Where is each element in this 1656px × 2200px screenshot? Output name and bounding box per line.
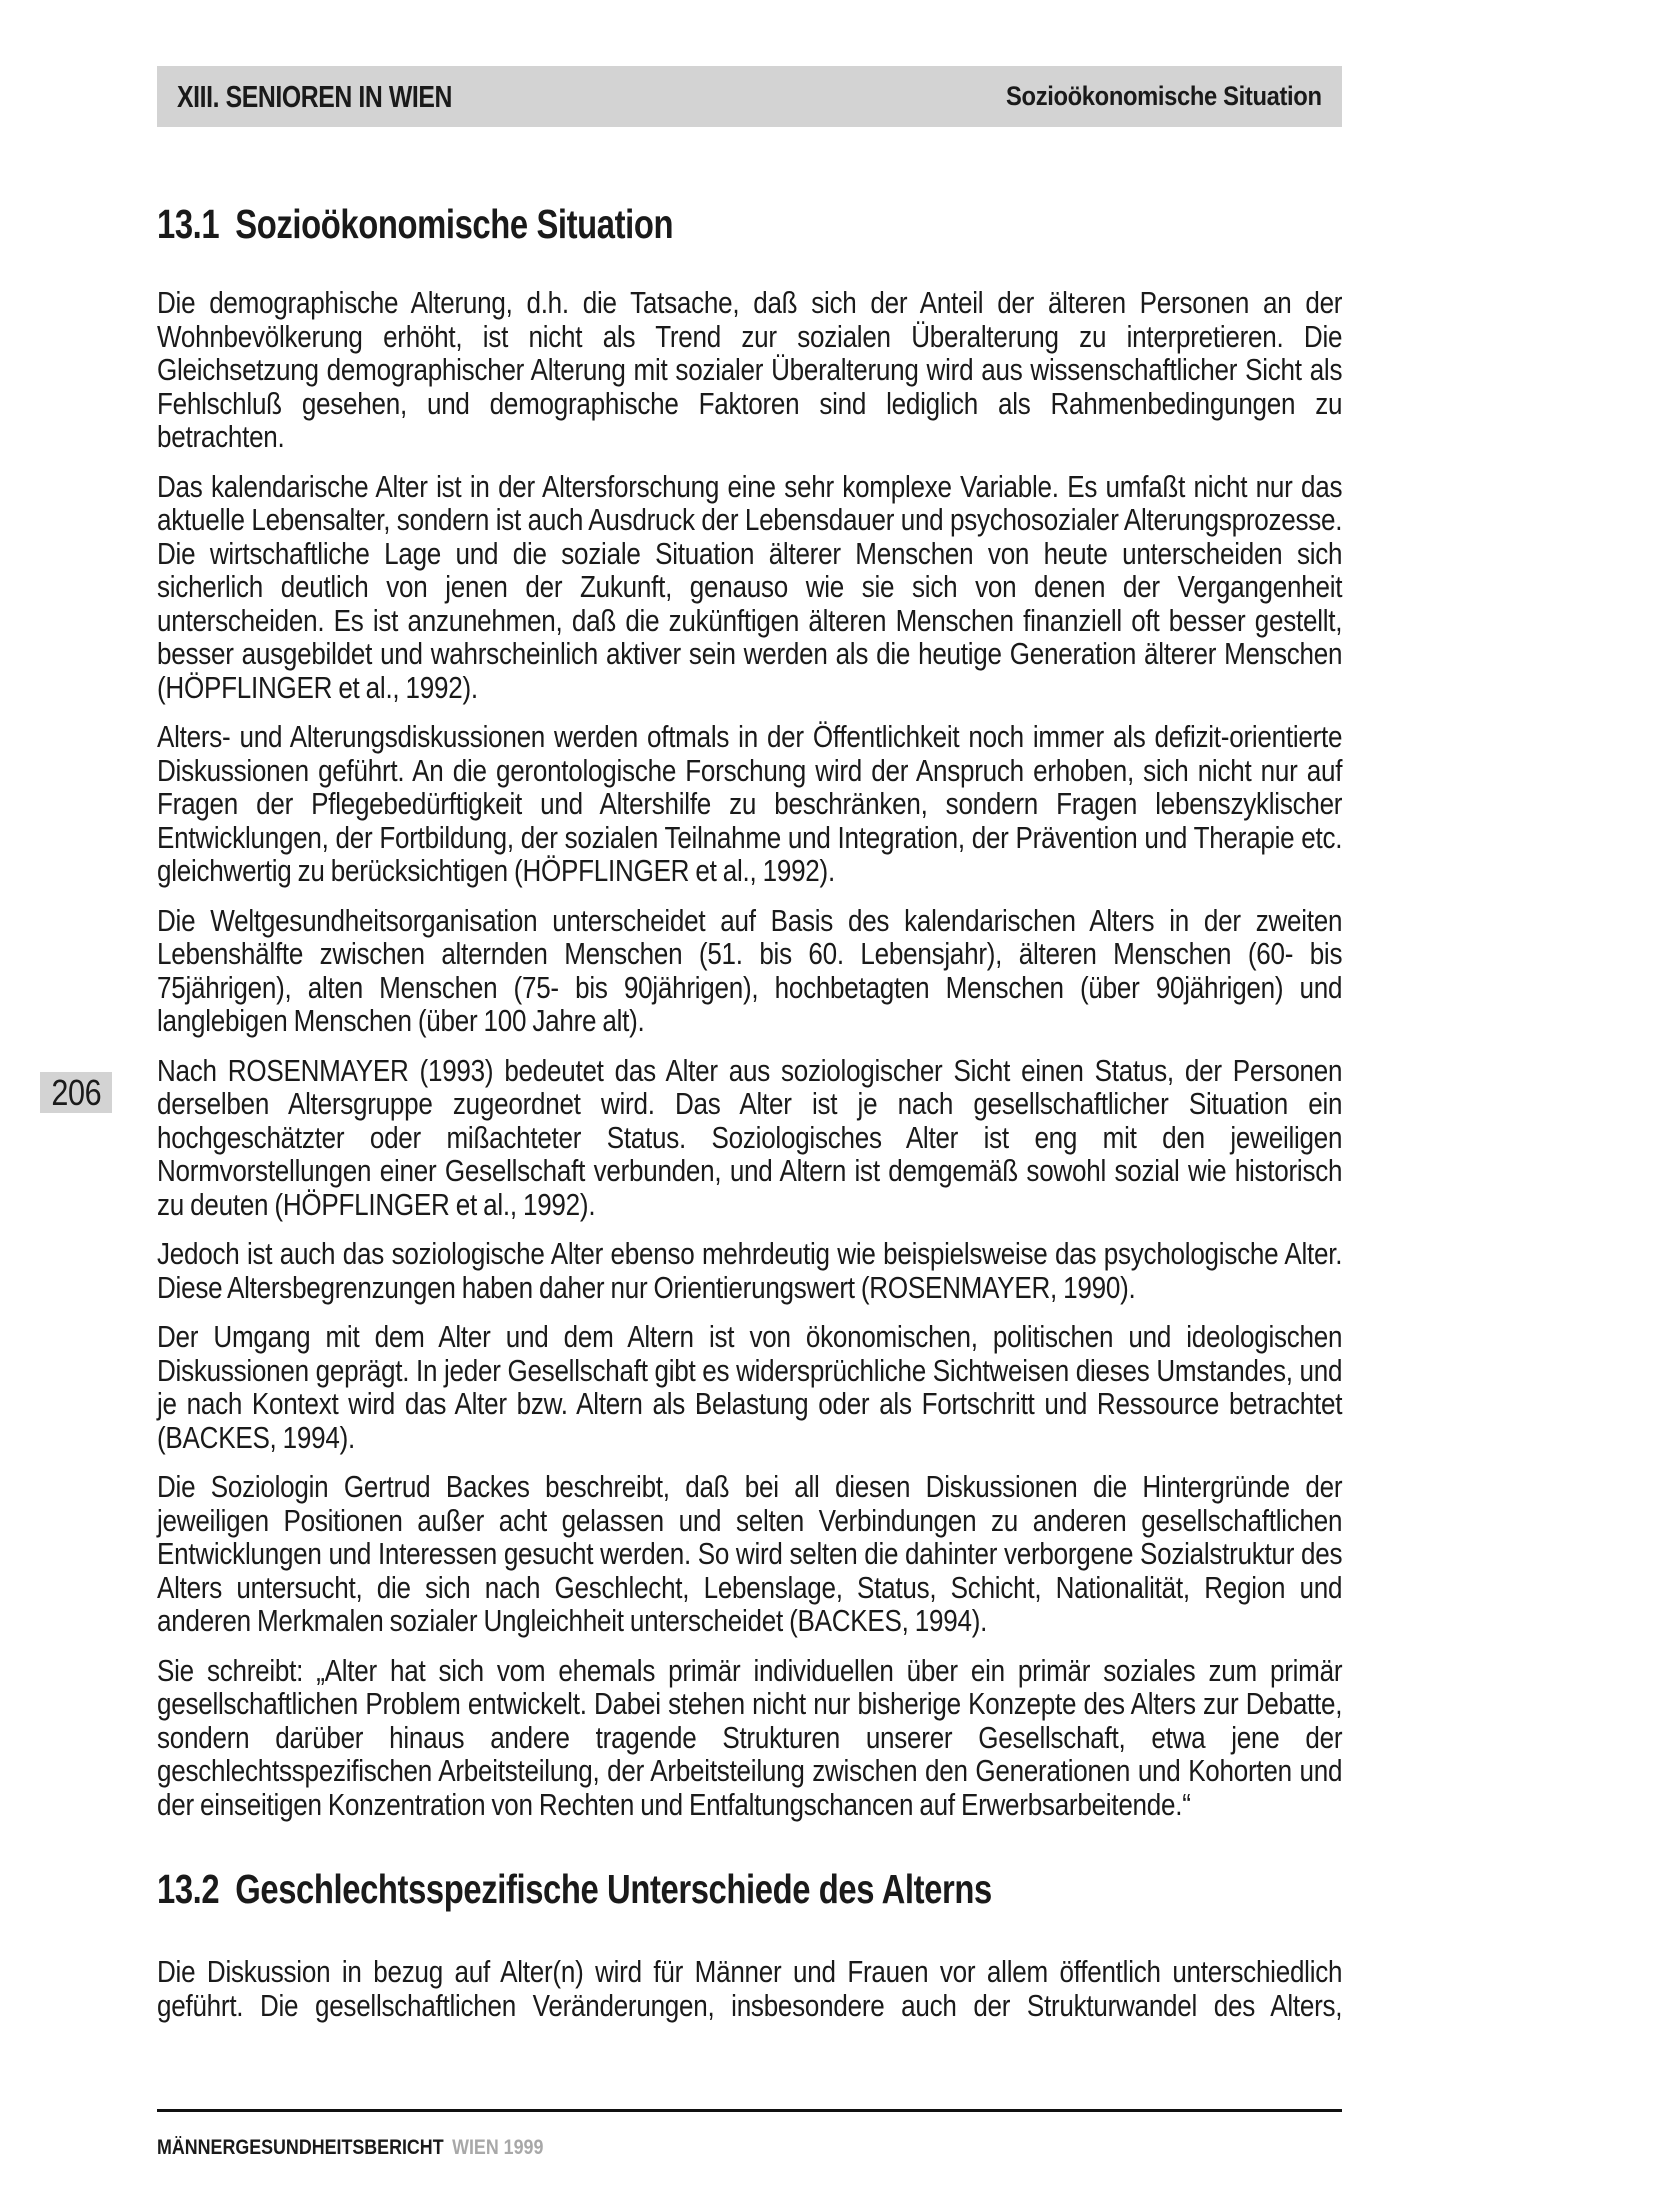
section-title: Sozioökonomische Situation <box>235 201 674 247</box>
paragraph: Der Umgang mit dem Alter und dem Altern ist von ökonomischen, politischen und ideologischen Diskussionen geprägt. In jeder Gesellschaft gibt es widersprüchliche Sichtweisen dieses Umstandes, und je nach Kontext wird das Alter bzw. Altern als Belastung oder als Fortschritt und Ressource betrachtet (BACKES, 1994). <box>157 1319 1343 1455</box>
running-head-bar <box>157 66 1342 127</box>
footer-rule <box>157 2109 1342 2112</box>
paragraph: Die demographische Alterung, d.h. die Tatsache, daß sich der Anteil der älteren Personen an der Wohnbevölkerung erhöht, ist nicht als Trend zur sozialen Überalterung zu interpretieren. Die Gleichsetzung demographischer Alterung mit sozialer Überalterung wird aus wissenschaftlicher Sicht als Fehlschluß gesehen, und demographische Faktoren sind lediglich als Rahmenbedingungen zu betrachten. <box>157 285 1343 454</box>
paragraph: Jedoch ist auch das soziologische Alter ebenso mehrdeutig wie beispielsweise das psychologische Alter. Diese Altersbegrenzungen haben daher nur Orientierungswert (ROSENMAYER, 1990). <box>157 1236 1343 1305</box>
section-number: 13.1 <box>157 201 220 247</box>
footer-edition: WIEN 1999 <box>452 2136 544 2159</box>
paragraph: Sie schreibt: „Alter hat sich vom ehemals primär individuellen über ein primär soziales zum primär gesellschaftlichen Problem entwickelt. Dabei stehen nicht nur bisherige Konzepte des Alters zur Debatte, sondern darüber hinaus andere tragende Strukturen unserer Gesellschaft, etwa jene der geschlechtsspezifischen Arbeitsteilung, der Arbeitsteilung zwischen den Generationen und Kohorten und der einseitigen Konzentration von Rechten und Entfaltungschancen auf Erwerbsarbeitende.“ <box>157 1652 1343 1822</box>
paragraph: Die Weltgesundheitsorganisation unterscheidet auf Basis des kalendarischen Alters in der zweiten Lebenshälfte zwischen alternden Menschen (51. bis 60. Lebensjahr), älteren Menschen (60- bis 75jährigen), alten Menschen (75- bis 90jährigen), hochbetagten Menschen (über 90jährigen) und langlebigen Menschen (über 100 Jahre alt). <box>157 902 1343 1038</box>
chapter-title: XIII. SENIOREN IN WIEN <box>177 78 453 114</box>
paragraph: Das kalendarische Alter ist in der Altersforschung eine sehr komplexe Variable. Es umfaßt nicht nur das aktuelle Lebensalter, sondern ist auch Ausdruck der Lebensdauer und psychosozialer Alterungsprozesse. Die wirtschaftliche Lage und die soziale Situation älterer Menschen von heute unterscheiden sich sicherlich deutlich von jenen der Zukunft, genauso wie sie sich von denen der Vergangenheit unterscheiden. Es ist anzunehmen, daß die zukünftigen älteren Menschen finanziell oft besser gestellt, besser ausgebildet und wahrscheinlich aktiver sein werden als die heutige Generation älterer Menschen (HÖPFLINGER et al., 1992). <box>157 468 1343 705</box>
section-number: 13.2 <box>157 1866 220 1912</box>
page-number: 206 <box>51 1071 101 1113</box>
section-heading-13-2 <box>157 1865 1342 1913</box>
page-number-badge <box>40 1072 112 1113</box>
section-heading-13-1 <box>157 200 1342 248</box>
section-title: Geschlechtsspezifische Unterschiede des Alterns <box>235 1866 992 1912</box>
paragraph: Alters- und Alterungsdiskussionen werden oftmals in der Öffentlichkeit noch immer als defizit-orientierte Diskussionen geführt. An die gerontologische Forschung wird der Anspruch erhoben, sich nicht nur auf Fragen der Pflegebedürftigkeit und Altershilfe zu beschränken, sondern Fragen lebenszyklischer Entwicklungen, der Fortbildung, der sozialen Teilnahme und Integration, der Prävention und Therapie etc. gleichwertig zu berücksichtigen (HÖPFLINGER et al., 1992). <box>157 719 1343 888</box>
page-footer <box>157 2136 543 2160</box>
footer-brand: MÄNNERGESUNDHEITSBERICHT <box>157 2136 444 2159</box>
paragraph: Nach ROSENMAYER (1993) bedeutet das Alter aus soziologischer Sicht einen Status, der Personen derselben Altersgruppe zugeordnet wird. Das Alter ist je nach gesellschaftlicher Situation ein hochgeschätzter oder mißachteter Status. Soziologisches Alter ist eng mit den jeweiligen Normvorstellungen einer Gesellschaft verbunden, und Altern ist demgemäß sowohl sozial wie historisch zu deuten (HÖPFLINGER et al., 1992). <box>157 1052 1343 1222</box>
page-content <box>157 200 1342 2022</box>
paragraph: Die Diskussion in bezug auf Alter(n) wird für Männer und Frauen vor allem öffentlich unterschiedlich geführt. Die gesellschaftlichen Veränderungen, insbesondere auch der Strukturwandel des Alters, <box>157 1954 1343 2023</box>
paragraph: Die Soziologin Gertrud Backes beschreibt, daß bei all diesen Diskussionen die Hintergründe der jeweiligen Positionen außer acht gelassen und selten Verbindungen zu anderen gesellschaftlichen Entwicklungen und Interessen gesucht werden. So wird selten die dahinter verborgene Sozialstruktur des Alters untersucht, die sich nach Geschlecht, Lebenslage, Status, Schicht, Nationalität, Region und anderen Merkmalen sozialer Ungleichheit unterscheidet (BACKES, 1994). <box>157 1469 1343 1638</box>
running-section-title: Sozioökonomische Situation <box>1006 81 1322 111</box>
